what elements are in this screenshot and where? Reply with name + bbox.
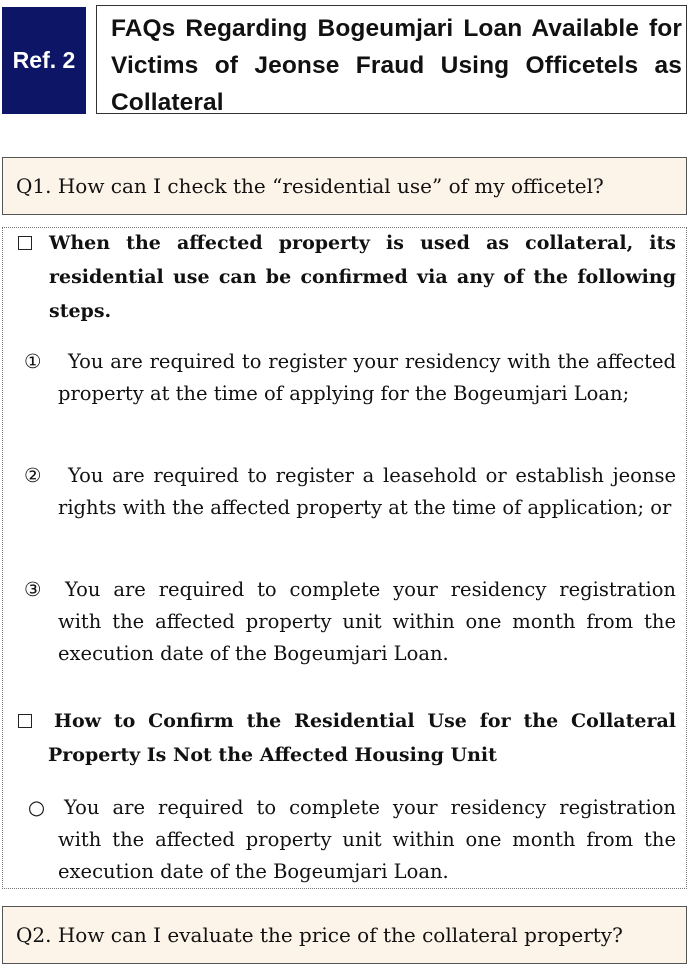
question-1-box [2,157,687,215]
reference-label: Ref. 2 [12,47,76,73]
list-item: You are required to complete your residency registration with the affected property unit within one month from the execution date of the Bogeumjari Loan. [58,796,676,883]
circled-two-icon: ② [24,464,42,487]
list-item: You are required to register your residency with the affected property at the time of applying for the Bogeumjari Loan; [58,350,676,405]
circled-three-icon: ③ [24,578,42,601]
document-title: FAQs Regarding Bogeumjari Loan Available for Victims of Jeonse Fraud Using Officetels as Collateral [96,5,687,114]
circled-one-icon: ① [24,350,42,373]
reference-badge [2,7,86,114]
section-2-heading: How to Confirm the Residential Use for the Collateral Property Is Not the Affected Housing Unit [48,710,676,766]
circle-bullet-icon: ○ [28,796,46,819]
square-bullet-icon [18,714,32,728]
list-item: You are required to register a leasehold or establish jeonse rights with the affected property at the time of application; or [58,464,676,519]
question-1-text: Q1. How can I check the “residential use” of my officetel? [16,174,604,198]
question-2-box [2,906,687,964]
list-item: You are required to complete your residency registration with the affected property unit within one month from the execution date of the Bogeumjari Loan. [58,578,676,665]
answer-1-box [2,227,687,889]
section-1-heading: When the affected property is used as collateral, its residential use can be confirmed via any of the following steps. [49,232,676,322]
question-2-text: Q2. How can I evaluate the price of the collateral property? [16,923,623,947]
square-bullet-icon [18,236,32,250]
